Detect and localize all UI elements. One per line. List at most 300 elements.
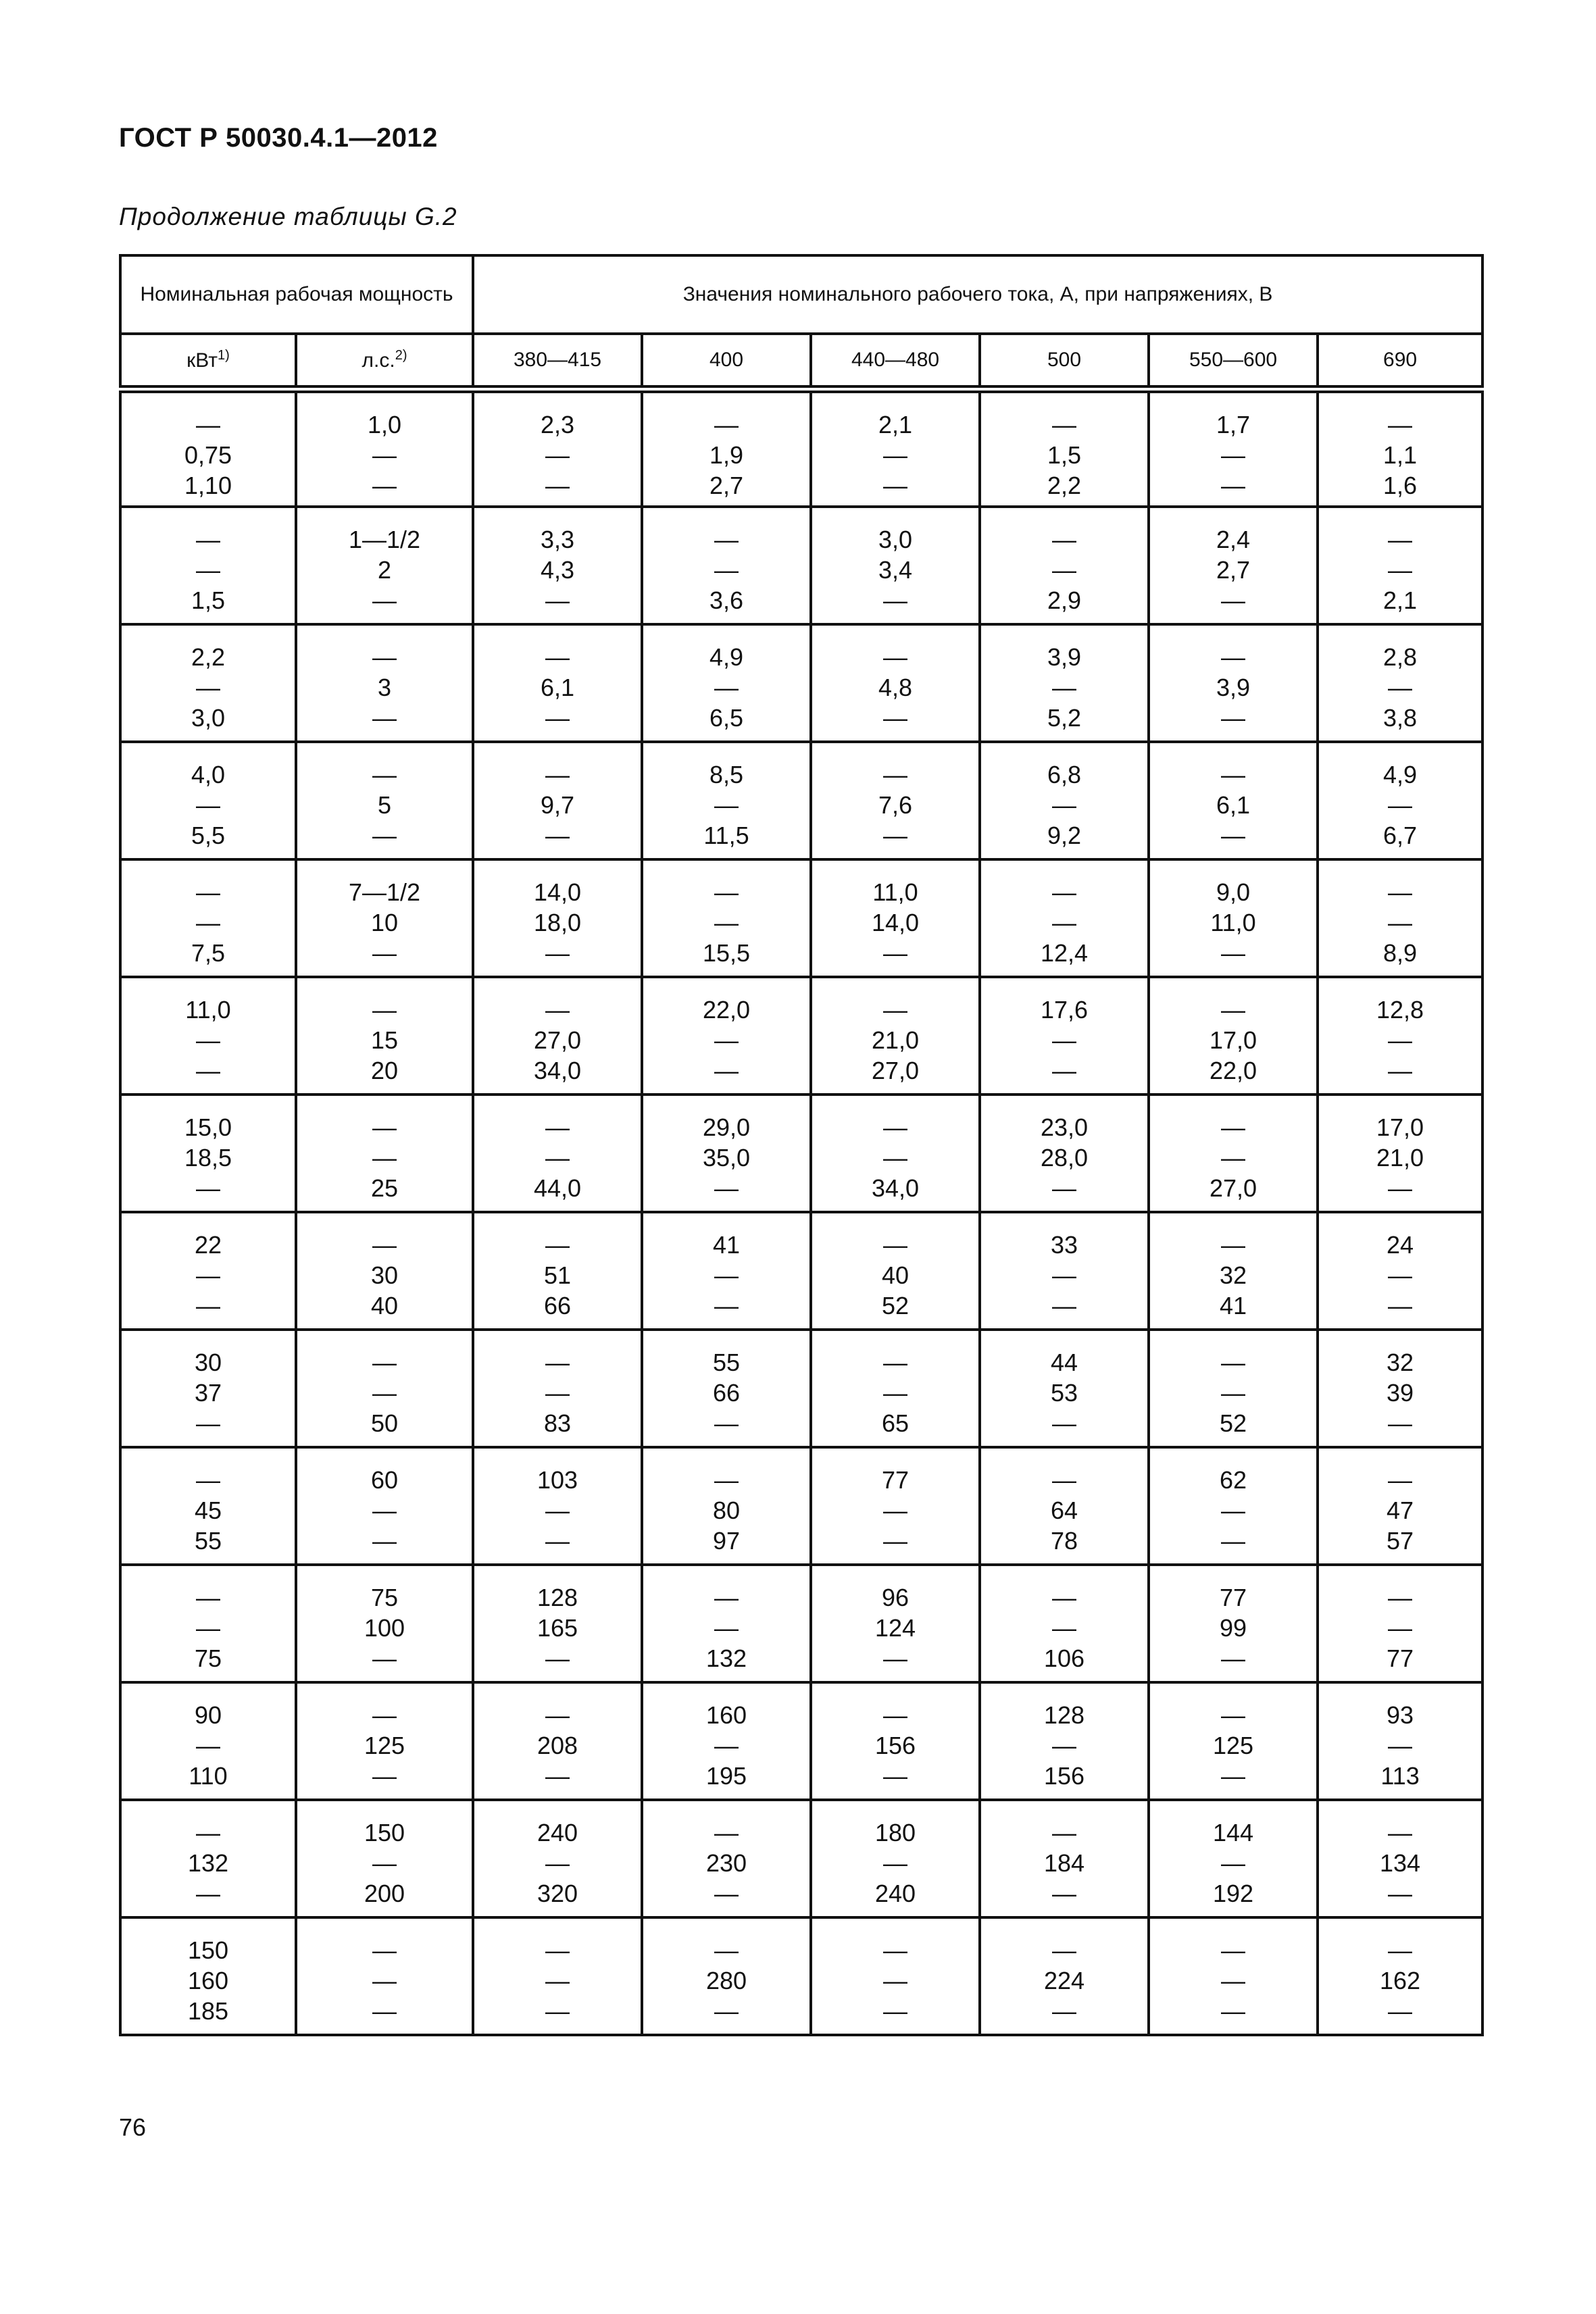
cell-value: 4,9 — [1383, 761, 1418, 788]
cell-value: 100 — [364, 1614, 405, 1642]
table-row — [120, 624, 1482, 742]
cell-value: — — [1388, 1997, 1413, 2025]
cell-value: — — [372, 1527, 397, 1555]
table-cell — [1318, 1330, 1482, 1447]
cell-value: — — [714, 1936, 739, 1964]
cell-value: — — [372, 643, 397, 671]
cell-value: 41 — [1219, 1292, 1247, 1319]
cell-value: 156 — [874, 1732, 916, 1759]
cell-value: — — [1052, 1880, 1077, 1907]
cell-value: 39 — [1387, 1379, 1414, 1407]
cell-value: — — [1221, 1379, 1246, 1407]
cell-value: — — [883, 472, 908, 499]
cell-value: 23,0 — [1040, 1113, 1089, 1141]
cell-value: 14,0 — [533, 878, 582, 906]
cell-value: — — [1052, 1732, 1077, 1759]
cell-value: 37 — [194, 1379, 222, 1407]
cell-value: — — [1221, 1849, 1246, 1877]
cell-value: 11,5 — [703, 822, 749, 849]
cell-value: 9,2 — [1047, 822, 1082, 849]
cell-value: 180 — [874, 1819, 916, 1846]
table-cell — [811, 507, 980, 624]
cell-value: — — [1388, 1026, 1413, 1054]
cell-value: — — [372, 761, 397, 788]
table-cell — [473, 507, 642, 624]
table-cell — [642, 1447, 811, 1565]
cell-value: — — [545, 1379, 570, 1407]
table-row — [120, 1917, 1482, 2035]
cell-value: 240 — [874, 1880, 916, 1907]
table-cell — [811, 389, 980, 507]
table-cell — [1318, 1917, 1482, 2035]
cell-value: — — [1388, 1261, 1413, 1289]
cell-value: — — [372, 441, 397, 469]
cell-value: 1,1 — [1383, 441, 1418, 469]
table-cell — [1149, 742, 1318, 859]
table-cell — [296, 1095, 473, 1212]
document-designation: ГОСТ Р 50030.4.1—2012 — [119, 123, 438, 153]
cell-value: 125 — [364, 1732, 405, 1759]
cell-value: 1—1/2 — [348, 526, 421, 553]
table-cell — [980, 1917, 1149, 2035]
cell-value: — — [196, 1409, 220, 1437]
cell-value: — — [1221, 1997, 1246, 2025]
cell-value: 3,9 — [1216, 674, 1251, 701]
cell-value: — — [714, 791, 739, 819]
cell-value: — — [883, 1527, 908, 1555]
table-cell — [980, 1095, 1149, 1212]
cell-value: 7—1/2 — [348, 878, 421, 906]
cell-value: — — [545, 586, 570, 614]
cell-value: 33 — [1050, 1231, 1078, 1259]
table-cell — [1149, 1917, 1318, 2035]
cell-value: — — [714, 1584, 739, 1611]
cell-value: 156 — [1043, 1762, 1085, 1790]
cell-value: — — [1221, 1144, 1246, 1172]
cell-value: 144 — [1212, 1819, 1254, 1846]
cell-value: 51 — [543, 1261, 572, 1289]
cell-value: — — [196, 1174, 220, 1202]
cell-value: 10 — [370, 909, 399, 936]
cell-value: — — [196, 1819, 220, 1846]
cell-value: — — [1388, 1880, 1413, 1907]
table-cell — [642, 859, 811, 977]
cell-value: 52 — [1219, 1409, 1247, 1437]
cell-value: 2,4 — [1216, 526, 1251, 553]
cell-value: — — [714, 1880, 739, 1907]
cell-value: 11,0 — [1210, 909, 1256, 936]
cell-value: 6,7 — [1383, 822, 1418, 849]
table-row — [120, 742, 1482, 859]
cell-value: — — [372, 586, 397, 614]
cell-value: 52 — [881, 1292, 909, 1319]
cell-value: — — [1052, 526, 1077, 553]
cell-value: — — [1052, 674, 1077, 701]
table-cell — [642, 1682, 811, 1800]
cell-value: — — [1388, 556, 1413, 584]
cell-value: 2,9 — [1047, 586, 1082, 614]
cell-value: — — [1052, 1584, 1077, 1611]
table-cell — [1318, 389, 1482, 507]
table-cell — [1318, 1800, 1482, 1917]
table-cell — [120, 1095, 296, 1212]
cell-value: — — [1221, 1936, 1246, 1964]
cell-value: 24 — [1387, 1231, 1414, 1259]
cell-value: 29,0 — [702, 1113, 751, 1141]
cell-value: — — [372, 704, 397, 732]
page-number: 76 — [119, 2113, 147, 2141]
table-cell — [473, 1212, 642, 1330]
cell-value: — — [196, 1026, 220, 1054]
cell-value: 128 — [1043, 1701, 1085, 1729]
table-cell — [642, 1212, 811, 1330]
table-cell — [1149, 507, 1318, 624]
cell-value: — — [883, 1762, 908, 1790]
table-cell — [120, 1330, 296, 1447]
table-cell — [120, 507, 296, 624]
cell-value: — — [196, 1057, 220, 1084]
table-cell — [120, 742, 296, 859]
table-cell — [980, 507, 1149, 624]
cell-value: 60 — [370, 1466, 399, 1494]
cell-value: 32 — [1219, 1261, 1247, 1289]
header-voltage: 550—600 — [1149, 334, 1318, 389]
table-cell — [642, 507, 811, 624]
cell-value: — — [1388, 909, 1413, 936]
cell-value: — — [372, 1997, 397, 2025]
cell-value: 25 — [370, 1174, 399, 1202]
cell-value: 75 — [370, 1584, 399, 1611]
table-cell — [296, 1447, 473, 1565]
cell-value: — — [1388, 526, 1413, 553]
cell-value: 2,7 — [1216, 556, 1251, 584]
cell-value: 93 — [1387, 1701, 1414, 1729]
cell-value: 6,8 — [1047, 761, 1082, 788]
table-cell — [120, 389, 296, 507]
cell-value: 35,0 — [702, 1144, 751, 1172]
cell-value: 2,3 — [540, 411, 575, 438]
cell-value: 208 — [537, 1732, 578, 1759]
cell-value: — — [545, 643, 570, 671]
table-cell — [811, 1682, 980, 1800]
cell-value: — — [545, 1496, 570, 1524]
table-cell — [296, 1565, 473, 1682]
cell-value: 4,8 — [878, 674, 913, 701]
cell-value: — — [714, 556, 739, 584]
cell-value: 53 — [1050, 1379, 1078, 1407]
cell-value: — — [545, 1349, 570, 1376]
cell-value: — — [545, 939, 570, 967]
cell-value: 62 — [1219, 1466, 1247, 1494]
cell-value: 230 — [705, 1849, 747, 1877]
table-cell — [1318, 1212, 1482, 1330]
cell-value: 34,0 — [533, 1057, 582, 1084]
cell-value: 162 — [1380, 1967, 1421, 1994]
cell-value: 1,7 — [1216, 411, 1251, 438]
cell-value: — — [545, 1849, 570, 1877]
cell-value: — — [714, 674, 739, 701]
cell-value: 90 — [194, 1701, 222, 1729]
table-cell — [1318, 624, 1482, 742]
cell-value: — — [545, 472, 570, 499]
cell-value: — — [883, 939, 908, 967]
cell-value: — — [196, 878, 220, 906]
cell-value: 192 — [1212, 1880, 1254, 1907]
table-cell — [1149, 1800, 1318, 1917]
cell-value: — — [372, 1113, 397, 1141]
cell-value: 3,0 — [878, 526, 913, 553]
table-cell — [296, 507, 473, 624]
cell-value: 195 — [705, 1762, 747, 1790]
cell-value: — — [1052, 878, 1077, 906]
cell-value: — — [883, 441, 908, 469]
table-cell — [1318, 1682, 1482, 1800]
table-row — [120, 1095, 1482, 1212]
cell-value: 125 — [1212, 1732, 1254, 1759]
cell-value: — — [883, 643, 908, 671]
cell-value: — — [1388, 878, 1413, 906]
cell-value: — — [1388, 1584, 1413, 1611]
cell-value: — — [714, 1026, 739, 1054]
table-row — [120, 1212, 1482, 1330]
header-voltage: 400 — [642, 334, 811, 389]
cell-value: 22,0 — [702, 996, 751, 1024]
cell-value: — — [1221, 1644, 1246, 1672]
cell-value: — — [1052, 1936, 1077, 1964]
cell-value: — — [1221, 996, 1246, 1024]
cell-value: 3 — [377, 674, 392, 701]
cell-value: — — [1388, 1732, 1413, 1759]
cell-value: — — [1052, 1997, 1077, 2025]
kw-label: кВт — [186, 349, 218, 372]
table-cell — [642, 1330, 811, 1447]
cell-value: 2,2 — [1047, 472, 1082, 499]
cell-value: 1,9 — [709, 441, 744, 469]
cell-value: — — [196, 909, 220, 936]
table-cell — [473, 1447, 642, 1565]
cell-value: — — [1052, 909, 1077, 936]
cell-value: 64 — [1050, 1496, 1078, 1524]
cell-value: — — [883, 1967, 908, 1994]
table-cell — [473, 1095, 642, 1212]
cell-value: 5 — [377, 791, 392, 819]
cell-value: — — [1052, 1261, 1077, 1289]
cell-value: — — [545, 1762, 570, 1790]
cell-value: — — [545, 704, 570, 732]
cell-value: 96 — [881, 1584, 909, 1611]
cell-value: 12,4 — [1040, 939, 1089, 967]
table-cell — [642, 742, 811, 859]
cell-value: — — [714, 878, 739, 906]
table-cell — [811, 742, 980, 859]
table-cell — [1149, 1565, 1318, 1682]
table-cell — [120, 1565, 296, 1682]
cell-value: 27,0 — [533, 1026, 582, 1054]
cell-value: — — [372, 1379, 397, 1407]
cell-value: 50 — [370, 1409, 399, 1437]
table-row — [120, 507, 1482, 624]
cell-value: — — [1052, 1409, 1077, 1437]
cell-value: 132 — [705, 1644, 747, 1672]
header-hp — [296, 334, 473, 389]
cell-value: 78 — [1050, 1527, 1078, 1555]
cell-value: — — [372, 1496, 397, 1524]
cell-value: — — [372, 1231, 397, 1259]
cell-value: — — [545, 1936, 570, 1964]
table-cell — [296, 1212, 473, 1330]
cell-value: — — [883, 1997, 908, 2025]
cell-value: 1,5 — [1047, 441, 1082, 469]
cell-value: — — [372, 1349, 397, 1376]
table-cell — [120, 624, 296, 742]
header-voltage: 440—480 — [811, 334, 980, 389]
cell-value: 40 — [370, 1292, 399, 1319]
cell-value: 21,0 — [871, 1026, 920, 1054]
cell-value: — — [372, 1936, 397, 1964]
cell-value: 184 — [1043, 1849, 1085, 1877]
cell-value: 15,5 — [702, 939, 751, 967]
hp-footnote-mark: 2) — [395, 348, 407, 363]
cell-value: — — [545, 1967, 570, 1994]
cell-value: — — [883, 1936, 908, 1964]
cell-value: — — [883, 1496, 908, 1524]
table-cell — [811, 1917, 980, 2035]
table-cell — [473, 742, 642, 859]
header-voltage: 500 — [980, 334, 1149, 389]
table-cell — [811, 624, 980, 742]
cell-value: 110 — [189, 1762, 228, 1790]
cell-value: — — [714, 1997, 739, 2025]
cell-value: — — [1221, 1527, 1246, 1555]
table-cell — [296, 977, 473, 1095]
table-caption: Продолжение таблицы G.2 — [119, 203, 457, 230]
cell-value: 44,0 — [533, 1174, 582, 1202]
cell-value: — — [883, 586, 908, 614]
cell-value: 165 — [537, 1614, 578, 1642]
cell-value: — — [196, 1292, 220, 1319]
cell-value: — — [1052, 1057, 1077, 1084]
cell-value: — — [196, 791, 220, 819]
cell-value: — — [545, 1231, 570, 1259]
cell-value: — — [196, 411, 220, 438]
table-cell — [1318, 742, 1482, 859]
cell-value: 1,10 — [184, 472, 232, 499]
table-row — [120, 1565, 1482, 1682]
cell-value: — — [545, 996, 570, 1024]
cell-value: 103 — [537, 1466, 578, 1494]
table-cell — [473, 1917, 642, 2035]
cell-value: 15 — [370, 1026, 399, 1054]
cell-value: 2,2 — [191, 643, 226, 671]
cell-value: — — [1052, 791, 1077, 819]
table-row — [120, 977, 1482, 1095]
cell-value: 66 — [712, 1379, 741, 1407]
cell-value: 3,8 — [1383, 704, 1418, 732]
cell-value: 124 — [874, 1614, 916, 1642]
cell-value: — — [196, 526, 220, 553]
table-row — [120, 859, 1482, 977]
cell-value: — — [1221, 1231, 1246, 1259]
cell-value: — — [196, 1880, 220, 1907]
cell-value: — — [714, 1614, 739, 1642]
cell-value: — — [196, 556, 220, 584]
cell-value: 2,1 — [1383, 586, 1418, 614]
cell-value: — — [196, 1261, 220, 1289]
cell-value: 1,6 — [1383, 472, 1418, 499]
cell-value: — — [372, 822, 397, 849]
cell-value: 3,4 — [878, 556, 913, 584]
cell-value: 3,0 — [191, 704, 226, 732]
cell-value: 55 — [712, 1349, 741, 1376]
cell-value: — — [545, 761, 570, 788]
table-cell — [642, 389, 811, 507]
cell-value: 3,6 — [709, 586, 744, 614]
table-cell — [120, 1212, 296, 1330]
cell-value: 3,9 — [1047, 643, 1082, 671]
cell-value: — — [1052, 1174, 1077, 1202]
cell-value: — — [883, 1144, 908, 1172]
cell-value: 11,0 — [872, 878, 918, 906]
cell-value: — — [883, 822, 908, 849]
cell-value: 97 — [712, 1527, 741, 1555]
cell-value: 17,0 — [1209, 1026, 1257, 1054]
cell-value: — — [1052, 411, 1077, 438]
cell-value: — — [545, 1113, 570, 1141]
cell-value: — — [372, 1849, 397, 1877]
cell-value: 9,0 — [1216, 878, 1251, 906]
table-cell — [473, 389, 642, 507]
cell-value: 77 — [1219, 1584, 1247, 1611]
table-cell — [473, 1800, 642, 1917]
table-row — [120, 1447, 1482, 1565]
cell-value: — — [372, 472, 397, 499]
cell-value: — — [714, 1261, 739, 1289]
table-cell — [811, 1565, 980, 1682]
table-cell — [1318, 1565, 1482, 1682]
cell-value: 113 — [1380, 1762, 1420, 1790]
cell-value: — — [1388, 1292, 1413, 1319]
cell-value: — — [372, 1967, 397, 1994]
table-cell — [473, 859, 642, 977]
table-cell — [980, 1447, 1149, 1565]
cell-value: 77 — [881, 1466, 909, 1494]
table-cell — [980, 977, 1149, 1095]
cell-value: — — [1221, 1113, 1246, 1141]
table-cell — [1149, 1330, 1318, 1447]
cell-value: 47 — [1387, 1496, 1414, 1524]
table-cell — [1318, 1447, 1482, 1565]
cell-value: — — [1388, 1409, 1413, 1437]
table-cell — [642, 1095, 811, 1212]
cell-value: — — [545, 1144, 570, 1172]
table-cell — [1318, 977, 1482, 1095]
cell-value: 22 — [194, 1231, 222, 1259]
table-cell — [642, 624, 811, 742]
cell-value: — — [1388, 1614, 1413, 1642]
table-row — [120, 1330, 1482, 1447]
table-cell — [1149, 859, 1318, 977]
cell-value: — — [1052, 1819, 1077, 1846]
cell-value: — — [1388, 1174, 1413, 1202]
cell-value: 28,0 — [1040, 1144, 1089, 1172]
cell-value: — — [1221, 939, 1246, 967]
kw-footnote-mark: 1) — [218, 348, 230, 363]
table-cell — [120, 1800, 296, 1917]
cell-value: 280 — [705, 1967, 747, 1994]
cell-value: 17,0 — [1376, 1113, 1424, 1141]
table-cell — [120, 977, 296, 1095]
table-cell — [473, 1330, 642, 1447]
